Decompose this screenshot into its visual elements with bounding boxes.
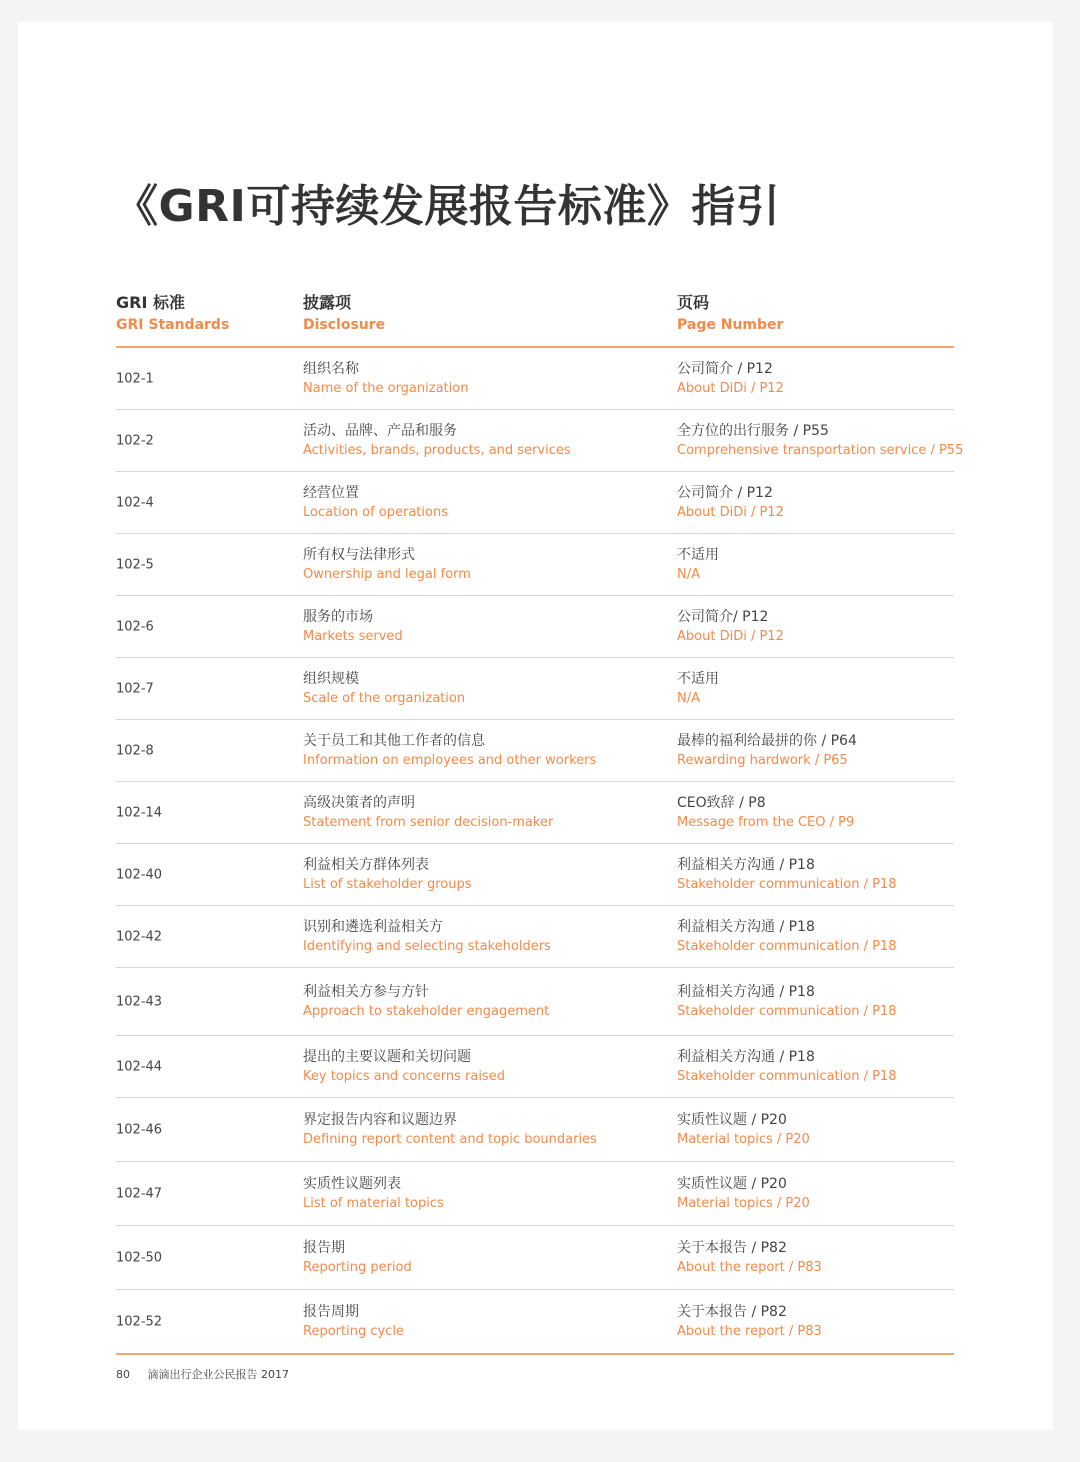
page-number-cell [677,917,896,957]
page-number-cell [677,1174,810,1214]
table-row [116,844,954,906]
disclosure-en: Ownership and legal form [303,566,471,582]
disclosure-cn: 识别和遴选利益相关方 [303,918,443,935]
gri-code: 102-4 [116,495,154,510]
page-ref-cn: 利益相关方沟通 / P18 [677,918,815,935]
gri-code: 102-50 [116,1250,163,1265]
document-page [18,22,1053,1430]
table-row [116,410,964,472]
disclosure-cn: 所有权与法律形式 [303,546,415,563]
disclosure-cn: 关于员工和其他工作者的信息 [303,732,485,749]
gri-code: 102-14 [116,805,163,820]
disclosure-en: Scale of the organization [303,690,466,706]
gri-code: 102-5 [116,557,154,572]
disclosure-cn: 组织规模 [303,670,359,687]
page-number-cell [677,731,857,771]
disclosure-en: List of stakeholder groups [303,876,472,892]
table-row [116,720,954,782]
table-row [116,596,954,658]
disclosure-en: List of material topics [303,1195,444,1211]
page-ref-cn: 利益相关方沟通 / P18 [677,856,815,873]
disclosure-cell [303,1110,597,1150]
table-header [116,291,954,348]
page-number-cell [677,1302,822,1342]
page-ref-en: Stakeholder communication / P18 [677,1068,897,1084]
gri-code: 102-52 [116,1314,163,1329]
page-number-cell [677,1047,896,1087]
disclosure-cn: 活动、品牌、产品和服务 [303,422,457,439]
page-number-cell [677,359,784,399]
page-ref-en: N/A [677,690,700,706]
page-number-cell [677,855,896,895]
page-ref-en: About the report / P83 [677,1323,822,1339]
page-ref-cn: 公司简介/ P12 [677,608,769,625]
disclosure-cell [303,1174,444,1214]
page-ref-en: Material topics / P20 [677,1195,810,1211]
gri-code: 102-46 [116,1122,163,1137]
page-ref-cn: CEO致辞 / P8 [677,794,766,811]
gri-code: 102-42 [116,929,163,944]
disclosure-cell [303,1047,505,1087]
page-ref-en: Stakeholder communication / P18 [677,938,897,954]
disclosure-en: Activities, brands, products, and services [303,442,571,458]
table-row [116,1036,954,1098]
disclosure-cn: 报告期 [303,1239,345,1256]
header-disclosure [303,291,385,335]
disclosure-en: Key topics and concerns raised [303,1068,505,1084]
footer-report-name: 滴滴出行企业公民报告 2017 [147,1368,289,1381]
gri-code: 102-8 [116,743,154,758]
page-ref-en: About the report / P83 [677,1259,822,1275]
disclosure-cn: 利益相关方参与方针 [303,983,429,1000]
page-ref-en: Comprehensive transportation service / P55 [677,442,964,458]
page-ref-cn: 不适用 [677,546,719,563]
page-ref-en: Stakeholder communication / P18 [677,1003,897,1019]
page-number-cell [677,607,784,647]
page-ref-cn: 关于本报告 / P82 [677,1303,787,1320]
disclosure-cn: 服务的市场 [303,608,373,625]
disclosure-en: Approach to stakeholder engagement [303,1003,550,1019]
disclosure-en: Markets served [303,628,403,644]
disclosure-en: Identifying and selecting stakeholders [303,938,551,954]
page-ref-en: About DiDi / P12 [677,380,784,396]
table-row [116,658,954,720]
page-ref-en: Rewarding hardwork / P65 [677,752,848,768]
gri-code: 102-40 [116,867,163,882]
gri-code: 102-44 [116,1059,163,1074]
table-row [116,1226,954,1290]
disclosure-en: Statement from senior decision-maker [303,814,554,830]
disclosure-cn: 实质性议题列表 [303,1175,401,1192]
gri-code: 102-6 [116,619,154,634]
disclosure-en: Reporting cycle [303,1323,404,1339]
disclosure-cn: 利益相关方群体列表 [303,856,429,873]
page-number-cell [677,545,719,585]
page-ref-cn: 公司简介 / P12 [677,484,773,501]
disclosure-cn: 提出的主要议题和关切问题 [303,1048,471,1065]
page-number-cell [677,483,784,523]
gri-code: 102-47 [116,1186,163,1201]
disclosure-cell [303,793,553,833]
header-col3-en: Page Number [677,317,784,333]
page-ref-en: N/A [677,566,700,582]
disclosure-cell [303,421,571,461]
disclosure-cell [303,982,549,1022]
disclosure-en: Reporting period [303,1259,412,1275]
page-number-cell [677,669,719,709]
disclosure-cn: 经营位置 [303,484,359,501]
disclosure-cell [303,731,596,771]
header-page-number [677,291,783,335]
page-ref-cn: 利益相关方沟通 / P18 [677,1048,815,1065]
page-ref-cn: 最棒的福利给最拼的你 / P64 [677,732,857,749]
page-title: 《GRI可持续发展报告标准》指引 [114,181,781,232]
table-body [116,348,964,1355]
page-ref-cn: 关于本报告 / P82 [677,1239,787,1256]
table-row [116,1162,954,1226]
disclosure-cell [303,855,471,895]
footer-page-number: 80 [116,1368,130,1381]
gri-code: 102-43 [116,994,163,1009]
page-ref-cn: 全方位的出行服务 / P55 [677,422,829,439]
disclosure-cell [303,1238,412,1278]
header-col3-cn: 页码 [677,293,710,312]
disclosure-cell [303,545,471,585]
page-number-cell [677,1110,810,1150]
gri-code: 102-2 [116,433,154,448]
table-row [116,1098,954,1162]
disclosure-cn: 组织名称 [303,360,359,377]
table-row [116,1290,954,1355]
disclosure-en: Name of the organization [303,380,469,396]
page-ref-en: About DiDi / P12 [677,628,784,644]
disclosure-cn: 高级决策者的声明 [303,794,415,811]
table-row [116,968,954,1036]
page-ref-cn: 公司简介 / P12 [677,360,773,377]
page-ref-cn: 实质性议题 / P20 [677,1175,787,1192]
disclosure-cell [303,1302,404,1342]
disclosure-cell [303,669,465,709]
header-col2-en: Disclosure [303,317,386,333]
table-row [116,472,954,534]
page-ref-cn: 不适用 [677,670,719,687]
page-ref-en: Message from the CEO / P9 [677,814,855,830]
gri-code: 102-7 [116,681,154,696]
disclosure-cn: 界定报告内容和议题边界 [303,1111,457,1128]
page-ref-en: Stakeholder communication / P18 [677,876,897,892]
page-ref-cn: 利益相关方沟通 / P18 [677,983,815,1000]
table-row [116,906,954,968]
disclosure-cell [303,359,468,399]
page-ref-en: Material topics / P20 [677,1131,810,1147]
page-number-cell [677,1238,822,1278]
table-row [116,348,954,410]
header-col2-cn: 披露项 [303,293,352,312]
page-number-cell [677,793,854,833]
disclosure-cell [303,483,448,523]
disclosure-en: Location of operations [303,504,448,520]
header-gri-standards [116,291,229,335]
page-number-cell [677,982,896,1022]
disclosure-en: Information on employees and other workers [303,752,597,768]
disclosure-cell [303,607,403,647]
gri-code: 102-1 [116,371,154,386]
table-row [116,534,954,596]
header-col1-cn: GRI 标准 [116,293,185,312]
disclosure-cell [303,917,551,957]
table-row [116,782,954,844]
page-ref-en: About DiDi / P12 [677,504,784,520]
page-ref-cn: 实质性议题 / P20 [677,1111,787,1128]
page-footer [116,1366,289,1382]
page-number-cell [677,421,963,461]
disclosure-en: Defining report content and topic boundaries [303,1131,597,1147]
disclosure-cn: 报告周期 [303,1303,359,1320]
header-col1-en: GRI Standards [116,317,230,333]
